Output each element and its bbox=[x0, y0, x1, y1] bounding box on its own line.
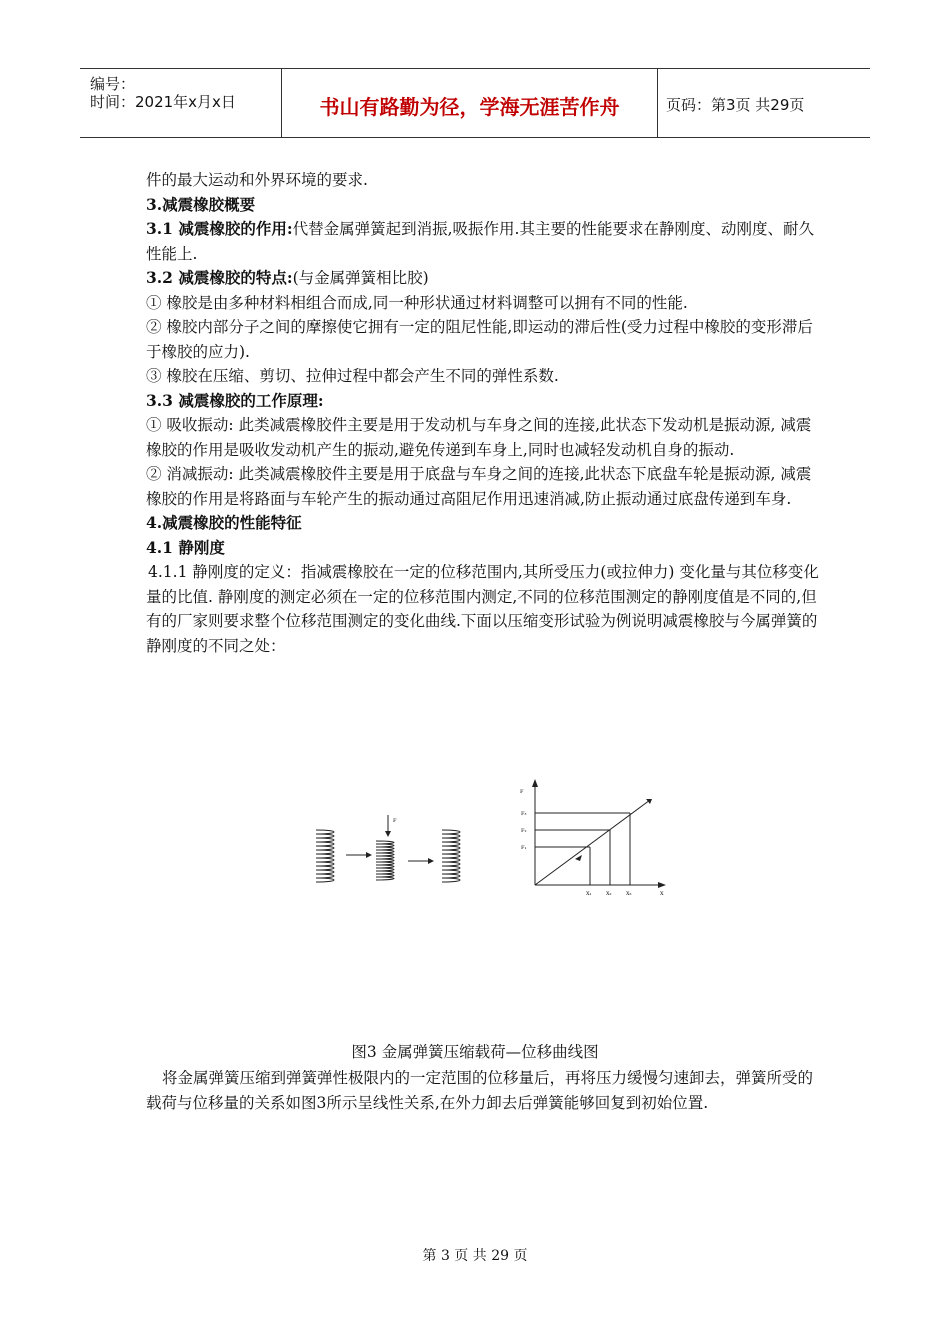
x-level-label: X₁ bbox=[586, 891, 592, 897]
paragraph-text: 代替金属弹簧起到消振,吸振作用.其主要的性能要求在静刚度、动刚度、耐久性能上. bbox=[146, 220, 814, 263]
paragraph-text: (与金属弹簧相比胶) bbox=[292, 269, 429, 287]
arrow-right-icon bbox=[408, 858, 434, 864]
f-level-label: F₃ bbox=[521, 811, 527, 817]
arrow-right-icon bbox=[346, 852, 372, 858]
number-label: 编号： bbox=[90, 75, 136, 93]
document-header bbox=[80, 68, 870, 138]
subsection-title: 3.3 减震橡胶的工作原理: bbox=[146, 390, 324, 410]
spring-uncompressed-right bbox=[442, 830, 460, 882]
figure-caption: 图3 金属弹簧压缩载荷—位移曲线图 bbox=[351, 1043, 599, 1061]
spring-compressed-middle bbox=[376, 841, 394, 880]
force-label: F bbox=[393, 818, 397, 824]
paragraph bbox=[146, 266, 821, 291]
graph-x-label: X bbox=[660, 891, 664, 897]
page-info: 页码：第3页 共29页 bbox=[666, 96, 805, 114]
list-item: ③ 橡胶在压缩、剪切、拉伸过程中都会产生不同的弹性系数. bbox=[146, 367, 559, 385]
subsection-title: 3.1 减震橡胶的作用: bbox=[146, 219, 293, 238]
paragraph: 将金属弹簧压缩到弹簧弹性极限内的一定范围的位移量后，再将压力缓慢匀速卸去，弹簧所受的载荷与位移量的关系如图3所示呈线性关系,在外力卸去后弹簧能够回复到初始位置. bbox=[146, 1069, 814, 1112]
section-heading: 3.减震橡胶概要 bbox=[146, 194, 256, 214]
list-item: ① 吸收振动: 此类减震橡胶件主要是用于发动机与车身之间的连接,此状态下发动机是振动源, 减震橡胶的作用是吸收发动机产生的振动,避免传递到车身上,同时也减轻发动机自身的振动. bbox=[146, 416, 812, 459]
f-level-label: F₂ bbox=[521, 828, 527, 834]
list-item: ② 橡胶内部分子之间的摩擦使它拥有一定的阻尼性能,即运动的滞后性(受力过程中橡胶的变形滞后于橡胶的应力). bbox=[146, 318, 813, 361]
graph-y-label: F bbox=[520, 789, 524, 795]
time-label: 时间：2021年x月x日 bbox=[90, 93, 236, 111]
page-footer: 第 3 页 共 29 页 bbox=[422, 1248, 528, 1264]
header-motto-cell bbox=[281, 69, 658, 137]
motto: 书山有路勤为径，学海无涯苦作舟 bbox=[319, 95, 620, 119]
paragraph: 4.1.1 静刚度的定义：指减震橡胶在一定的位移范围内,其所受压力(或拉伸力) 变化量与其位移变化量的比值. 静刚度的测定必须在一定的位移范围内测定,不同的位移范围测定的静刚度值是不同的,但有的厂家则要求整个位移范围测定的变化曲线.下面以压缩变形试验为例说明减震橡胶与今属弹簧的静刚度的不同之处： bbox=[146, 563, 819, 655]
subsection-title: 4.1 静刚度 bbox=[146, 537, 225, 557]
closing-paragraph-block bbox=[146, 1066, 821, 1115]
force-arrow-icon bbox=[385, 815, 391, 837]
paragraph: 件的最大运动和外界环境的要求. bbox=[146, 171, 368, 189]
header-meta bbox=[80, 69, 280, 137]
list-item: ② 消减振动: 此类减震橡胶件主要是用于底盘与车身之间的连接,此状态下底盘车轮是振动源, 减震橡胶的作用是将路面与车轮产生的振动通过高阻尼作用迅速消减,防止振动通过底盘传递到车身. bbox=[146, 465, 812, 508]
spring-compression-figure bbox=[300, 775, 680, 905]
subsection-title: 3.2 减震橡胶的特点: bbox=[146, 268, 293, 287]
x-level-label: X₂ bbox=[606, 891, 612, 897]
paragraph bbox=[146, 217, 821, 266]
section-heading: 4.减震橡胶的性能特征 bbox=[146, 513, 302, 532]
list-item: ① 橡胶是由多种材料相组合而成,同一种形状通过材料调整可以拥有不同的性能. bbox=[146, 293, 688, 312]
x-level-label: X₃ bbox=[626, 891, 632, 897]
f-level-label: F₁ bbox=[521, 845, 527, 851]
spring-uncompressed-left bbox=[316, 830, 334, 882]
body-text bbox=[146, 168, 821, 658]
load-displacement-graph bbox=[520, 779, 666, 897]
